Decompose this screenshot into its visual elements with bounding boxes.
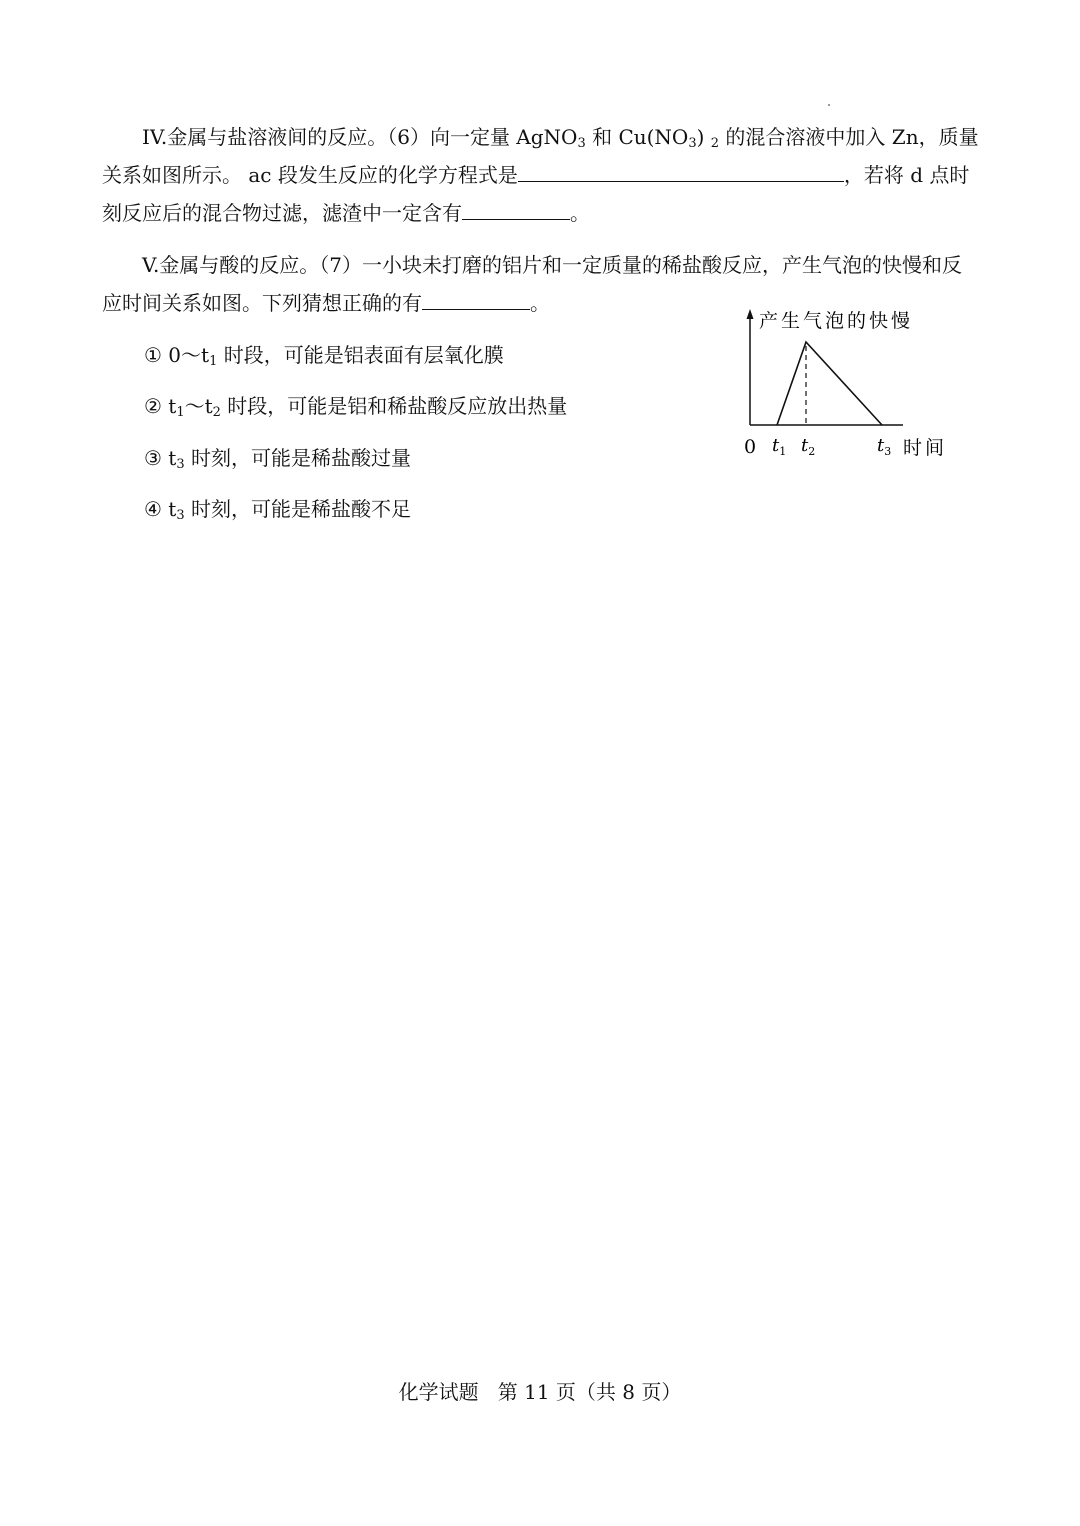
- option-sub: 3: [176, 457, 185, 472]
- footer-page-number: 第 11 页（共 8 页）: [497, 1380, 682, 1404]
- section-5-label: V.金属与酸的反应。: [142, 253, 320, 277]
- section-4-label: IV.金属与盐溶液间的反应。: [142, 125, 388, 149]
- q6-text: 向一定量 AgNO: [429, 125, 578, 149]
- question-7-number: （7）: [319, 253, 363, 277]
- q6-text: 。: [570, 201, 590, 225]
- q6-text: ): [696, 125, 711, 149]
- option-sub: 1: [209, 354, 218, 369]
- option-2: [144, 391, 567, 421]
- option-text: 0～t: [161, 343, 210, 367]
- q6-sub: 3: [688, 136, 697, 151]
- origin-label: 0: [744, 436, 757, 458]
- option-sub: 1: [176, 405, 185, 420]
- option-mark: ③: [144, 446, 162, 470]
- option-text: 时段，可能是铝表面有层氧化膜: [217, 343, 504, 367]
- option-text: ～t: [184, 394, 213, 418]
- q7-text: 。: [530, 291, 550, 315]
- option-text: t: [161, 394, 177, 418]
- speck: [828, 104, 830, 106]
- answer-blank-residue[interactable]: [462, 195, 570, 220]
- x-tick-label: $t_1$: [772, 435, 787, 458]
- x-tick-label: $t_2$: [801, 435, 816, 458]
- q6-sub: 3: [577, 136, 586, 151]
- option-mark: ②: [144, 394, 162, 418]
- page-footer: [0, 1376, 1080, 1405]
- rate-curve: [777, 342, 882, 425]
- answer-blank-guess[interactable]: [422, 285, 530, 310]
- option-3: [144, 443, 411, 473]
- bubble-rate-graph: [735, 305, 955, 470]
- answer-blank-equation[interactable]: [518, 157, 844, 182]
- option-text: 时段，可能是铝和稀盐酸反应放出热量: [220, 394, 568, 418]
- q6-sub: 2: [710, 136, 720, 151]
- question-6-paragraph: [102, 118, 982, 232]
- option-mark: ①: [144, 343, 162, 367]
- option-text: t: [161, 497, 177, 521]
- option-mark: ④: [144, 497, 162, 521]
- y-axis-label: 产生气泡的快慢: [759, 310, 914, 332]
- option-sub: 3: [176, 508, 185, 523]
- x-axis-label: 时间: [903, 437, 948, 459]
- option-sub: 2: [212, 405, 221, 420]
- y-axis-arrow: [747, 309, 754, 319]
- option-text: t: [161, 446, 177, 470]
- q6-text: 的混合溶液中加入 Zn，质量关系如图所示。 ac 段发生反应的化学方程式是: [102, 125, 979, 187]
- option-text: 时刻，可能是稀盐酸不足: [184, 497, 411, 521]
- option-4: [144, 494, 411, 524]
- q7-text: 一小块未打磨的铝片和一定质量的稀盐酸反应，产生气泡的快慢和反应时间关系如图。下列猜想正确的有: [102, 253, 963, 315]
- option-text: 时刻，可能是稀盐酸过量: [184, 446, 411, 470]
- q6-text: ，若将 d 点时刻反应后的混合物过滤，滤渣中一定含有: [102, 163, 970, 225]
- option-1: [144, 340, 504, 370]
- q6-text: 和 Cu(NO: [585, 125, 689, 149]
- footer-subject: 化学试题: [398, 1380, 479, 1404]
- x-tick-labels: [772, 435, 891, 458]
- x-tick-label: $t_3$: [877, 435, 892, 458]
- question-6-number: （6）: [387, 125, 430, 149]
